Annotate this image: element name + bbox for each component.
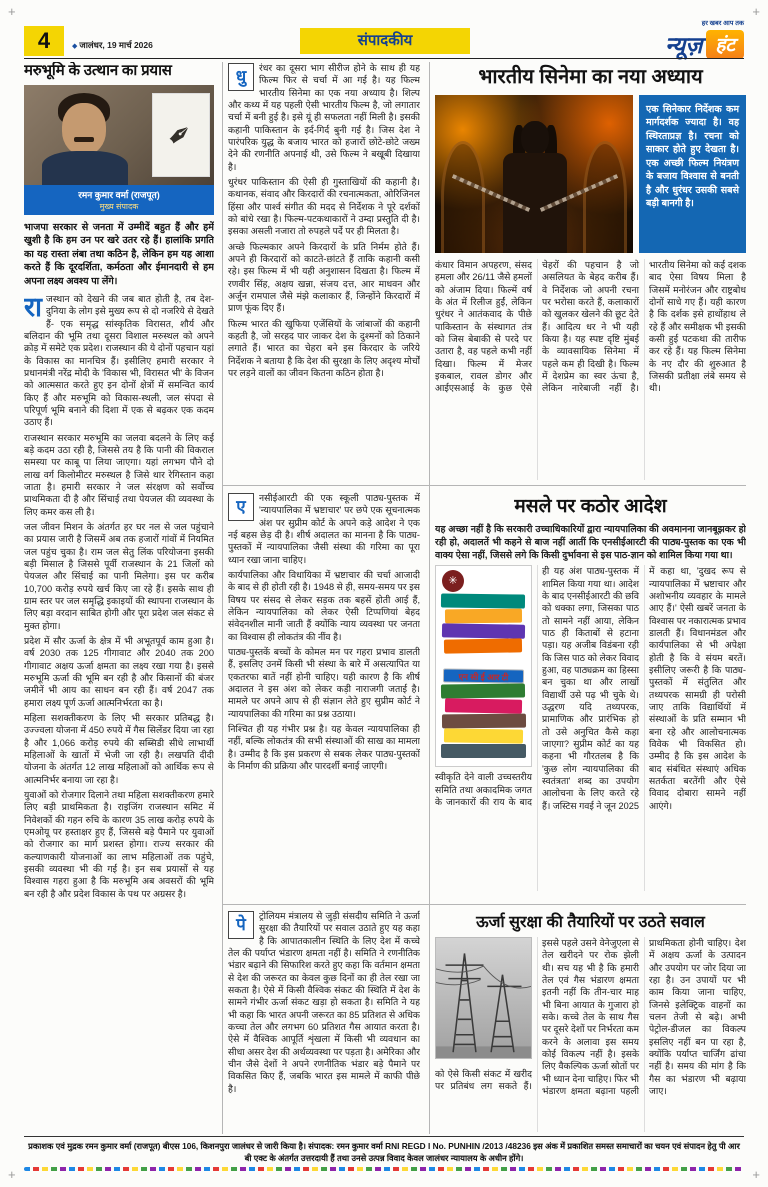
body-paragraph: कार्यपालिका और विधायिका में भ्रष्टाचार की चर्चा आजादी के बाद से ही होती रही है। 1948 से ही, समय-समय पर इस विषय पर संसद से लेकर सड़क तक बहसें होती आई हैं, लेकिन न्यायपालिका को लेकर ऐसी टिप्पणियां बेहद संवेदनशील मानी जाती हैं क्योंकि न्याय व्यवस्था पर जनता का विश्वास ही लोकतंत्र की नींव है। <box>228 569 420 642</box>
article-body-columns <box>435 937 746 1132</box>
book-spine <box>445 699 523 714</box>
pull-quote-box: एक सिनेकार निर्देशक कम मार्गदर्शक ज्यादा है। वह स्थिरताप्रज्ञ है। रचना को साकार होते हुए देखता है। एक अच्छी फिल्म नियंत्रण के बजाय विश्वास से बनती है और धुरंधर उसकी सबसे बड़ी बानगी है। <box>639 95 746 253</box>
crop-mark-icon: + <box>752 4 760 19</box>
caption-role: मुख्य संपादक <box>99 202 139 211</box>
masthead-logo <box>665 18 744 60</box>
arch-shape <box>583 141 627 253</box>
body-paragraph: धुरंधर पाकिस्तान की ऐसी ही गुस्ताखियों की कहानी है। कथानक, संवाद और किरदारों की रचनात्मकता, ओरिजिनल हिंसा और पार्श्व संगीत की मदद से निर्देशक ने पूरे दर्शकों को बांधे रखा है। फिल्म-पटकथाकारों ने उम्दा प्रस्तुति दी है। इसका असली नजारा तो रुपहले पर्दे पर ही मिलता है। <box>228 176 420 237</box>
color-dots-divider <box>24 1167 744 1171</box>
body-paragraph <box>228 492 420 566</box>
arch-shape <box>441 141 485 253</box>
body-paragraph: राजस्थान सरकार मरुभूमि का जलवा बदलने के लिए कई बड़े कदम उठा रही है, जिससे तय है कि पानी की विकराल समस्या पर काबू पा लिया जाएगा। यहां लगभग पौने दो लाख वर्ग किलोमीटर मरुस्थल है जिसे थार रेगिस्तान कहा जाता है। हमारी सरकार ने जल संरक्षण को सर्वोच्च प्राथमिकता दी है और सिंचाई तथा पेयजल की व्यवस्था के लिए कमर कस ली है। <box>24 432 214 517</box>
power-pylons-photo <box>435 937 532 1059</box>
books-label-hindi: एन सी ई आर टी <box>458 672 509 683</box>
crop-mark-icon: + <box>8 4 16 19</box>
article-body-columns <box>435 565 746 891</box>
intro-deck: यह अच्छा नहीं है कि सरकारी उच्चाधिकारियों द्वारा न्यायपालिका की अवमानना जानबूझकर हो रही हो, अदालतें भी कहने से बाज नहीं आतीं कि एनसीईआरटी की पाठ्य-पुस्तक का एक भी वाक्य ऐसा नहीं, जिससे लगे कि किसी दुर्भावना से इस पाठ-ज्ञान को शामिल किया गया था। <box>435 523 746 561</box>
caption-name: रमन कुमार वर्मा (राजपूत) <box>78 190 160 200</box>
article-headline: मसले पर कठोर आदेश <box>514 496 667 517</box>
book-spine <box>444 639 523 654</box>
editor-photo <box>24 85 214 185</box>
body-paragraph: पाठ्य-पुस्तकें बच्चों के कोमल मन पर गहरा प्रभाव डालती हैं, इसलिए उनमें किसी भी संस्था के बारे में असत्यापित या एकतरफा बातें नहीं होनी चाहिए। यही कारण है कि शीर्ष अदालत ने इस अंश को लेकर कड़ी नाराजगी जताई है। मामले पर अपने आप से ही संज्ञान लेते हुए सुप्रीम कोर्ट ने न्यायपालिका की गरिमा का प्रश्न उठाया। <box>228 646 420 719</box>
photo-mustache <box>74 137 94 142</box>
diamond-icon: ◆ <box>72 43 78 50</box>
body-paragraph: युवाओं को रोजगार दिलाने तथा महिला सशक्तीकरण हमारे लिए बड़ी प्राथमिकता है। राइजिंग राजस्थान समिट में निवेशकों की गहन रुचि के कारण 35 लाख करोड़ रुपये के एमओयू पर हस्ताक्षर हुए हैं, जिससे बड़े पैमाने पर युवाओं को रोजगार का मार्ग प्रशस्त होगा। राज्य सरकार की कल्याणकारी योजनाओं का लाभ महिलाओं तक पहुंचे, इसकी व्यवस्था भी की गई है। इन सब प्रयासों से यह विश्वास गहरा हुआ है कि मरुभूमि अब अवसरों की भूमि बन रही है और प्रदेश विकास के पथ पर अग्रसर है। <box>24 789 214 899</box>
paragraph-text: जस्थान को देखने की जब बात होती है, तब देश-दुनिया के लोग इसे मुख्य रूप से दो नजरिये से देखते हैं- एक समृद्ध सांस्कृतिक विरासत, शौर्य और बलिदान की भूमि तथा दूसरा विशाल मरुस्थल को अपने क्रोड़ में समेटे एक प्रदेश। राजस्थान की ये दोनों पहचान यहां के विकास का मानचित्र हैं। इसीलिए हमारी सरकार ने प्रधानमंत्री नरेंद्र मोदी के 'विकास भी, विरासत भी' के विजन को आत्मसात करते हुए इन दोनों क्षेत्रों में समन्वित कार्य किए हैं और मरुभूमि को विकास-स्थली, जल संपदा से परिपूर्ण भूमि बनाने की दिशा में एक से बढ़कर एक कदम उठाए हैं। <box>24 294 214 428</box>
article-headline: भारतीय सिनेमा का नया अध्याय <box>478 66 703 88</box>
ncert-column-article <box>228 492 420 900</box>
film-still-photo <box>435 95 633 253</box>
body-paragraph: जल जीवन मिशन के अंतर्गत हर घर नल से जल पहुंचाने का प्रयास जारी है जिसमें अब तक हजारों गांवों में नियमित जल पहुंच चुका है। राम जल सेतु लिंक परियोजना इसकी बड़ी मिसाल है जिससे पूर्वी राजस्थान के 21 जिलों को पेयजल और सिंचाई का पानी मिलेगा। इस पर करीब 10,700 करोड़ रुपये खर्च किए जा रहे हैं। इसके साथ ही ग्राम स्तर पर जल समृद्धि इकाइयों की स्थापना राजस्थान के लिए बड़ा वरदान साबित होगी और पूरा प्रदेश जल संकट से मुक्त होगा। <box>24 522 214 631</box>
drop-cap: पे <box>228 911 254 939</box>
editor-article <box>24 62 214 1134</box>
section-badge: संपादकीय <box>300 28 470 54</box>
book-spine <box>445 609 522 624</box>
photo-face <box>62 103 106 155</box>
section-divider <box>222 485 746 486</box>
paragraph-text: रंधर का दूसरा भाग सीरीज होने के साथ ही यह फिल्म फिर से चर्चा में आ गई है। यह फिल्म भारतीय सिनेमा का एक नया अध्याय है। शिल्प और कथ्य में यह पहली ऐसी भारतीय फिल्म है, जो लगातार चर्चा में बनी हुई है। इसे यूं ही सफलता नहीं मिली है। इसकी कहानी पाकिस्तान के इर्द-गिर्द बुनी गई है। जिस देश ने पारंपरिक युद्ध के बजाय भारत को हजारों छोटे-छोटे जख्म देने की रणनीति अपनाई थी, उसे फिल्म ने बखूबी दिखाया है। <box>228 63 420 172</box>
crop-mark-icon: + <box>8 1167 16 1182</box>
body-paragraph: महिला सशक्तीकरण के लिए भी सरकार प्रतिबद्ध है। उज्ज्वला योजना में 450 रुपये में गैस सिलेंडर दिया जा रहा है और 1,066 करोड़ रुपये की सब्सिडी सीधे लाभार्थी महिलाओं के खातों में भेजी जा रही है। लखपति दीदी योजना के अंतर्गत 12 लाख महिलाओं को आर्थिक रूप से आत्मनिर्भर बनाया जा रहा है। <box>24 712 214 785</box>
column-divider <box>429 62 430 1134</box>
photo-jacket <box>42 151 128 185</box>
article-headline: ऊर्जा सुरक्षा की तैयारियों पर उठते सवाल <box>476 914 705 931</box>
cinema-column-article <box>228 62 420 480</box>
book-spine <box>440 654 527 668</box>
ncert-logo-icon: ✳ <box>442 570 464 592</box>
body-paragraph: फिल्म भारत की खुफिया एजेंसियों के जांबाजों की कहानी कहती है, जो सरहद पार जाकर देश के दुश्मनों को ठिकाने लगाते हैं। भारत का चेहरा बने इस किरदार के जरिये निर्देशक ने बताया है कि देश की सुरक्षा के लिए अदृश्य मोर्चों पर लड़ने वालों का जीवन कितना कठिन होता है। <box>228 318 420 378</box>
drop-cap: रा <box>24 292 43 323</box>
book-spine <box>441 684 526 699</box>
book-spine <box>441 744 526 758</box>
logo-text-hunt: हंट <box>706 30 744 59</box>
book-spine <box>440 759 527 773</box>
drop-cap: धु <box>228 63 254 91</box>
footer-publisher-line: प्रकाशक एवं मुद्रक रमन कुमार वर्मा (राजपूत) बीएस 106, किशनपुरा जालंधर से जारी किया है। संपादक: रमन कुमार वर्मा RNI REGD I No. PUNHIN /2013 /48236 इस अंक में प्रकाशित समस्त समाचारों का चयन एवं संपादन हेतु पी आर बी एक्ट के अंतर्गत उत्तरदायी हैं तथा उनसे उत्पन्न विवाद केवल जालंधर न्यायालय के अधीन होंगे। <box>28 1141 740 1163</box>
photo-caption <box>24 185 214 215</box>
cinema-article <box>435 62 746 480</box>
logo-tagline: हर खबर आप तक <box>701 20 744 27</box>
body-paragraph: स्वीकृति देने वाली उच्चस्तरीय समिति तथा अकादमिक जगत के जानकारों की राय के बाद ही यह अंश पाठ्य-पुस्तक में शामिल किया गया था। आदेश के बाद एनसीईआरटी की छवि को धक्का लगा, जिसका पाठ तो सामने नहीं आया, लेकिन पाठ ही किताबों से हटाना पड़ा। यह अजीब विडंबना रही कि जिस पाठ को लेकर विवाद हुआ, वह पाठ्यक्रम का हिस्सा बन चुका था और लाखों विद्यार्थी उसे पढ़ भी चुके थे। उद्धरण यदि तथ्यपरक, प्रामाणिक और प्रारंभिक हो तो उसे अनुचित कैसे कहा जाएगा? सुप्रीम कोर्ट का यह कहना भी गौरतलब है कि 'कुछ लोग न्यायपालिका की स्वतंत्रता' शब्द का उपयोग आलोचना के लिए करते रहे हैं। जस्टिस गवई ने जून 2025 में कहा था, 'दुखद रूप से न्यायपालिका में भ्रष्टाचार और अशोभनीय व्यवहार के मामले आए हैं।' ऐसी खबरें जनता के विश्वास पर नकारात्मक प्रभाव डालती हैं। विधानमंडल और कार्यपालिका से भी अपेक्षा होती है कि वे संयम बरतें। इसीलिए जरूरी है कि पाठ्य-पुस्तकों में संतुलित और तथ्यपरक सामग्री ही परोसी जाए ताकि विद्यार्थियों में संस्थाओं के प्रति सम्मान भी बना रहे और आलोचनात्मक विवेक भी विकसित हो। उम्मीद है कि इस आदेश के बाद संबंधित संस्थाएं अधिक सतर्कता बरतेंगी और ऐसे विवाद दोबारा सामने नहीं आएंगे। <box>435 566 746 811</box>
energy-column-article <box>228 910 420 1132</box>
logo-text-news: न्यूज़ <box>665 32 703 58</box>
date-line <box>72 40 153 51</box>
body-paragraph <box>228 62 420 173</box>
section-divider <box>222 904 746 905</box>
drop-cap: ए <box>228 493 254 521</box>
energy-article <box>435 910 746 1132</box>
pen-panel <box>152 93 210 177</box>
masthead-rule <box>24 58 744 59</box>
paragraph-text: ट्रोलियम मंत्रालय से जुड़ी संसदीय समिति ने ऊर्जा सुरक्षा की तैयारियों पर सवाल उठाते हुए यह कहा है कि आपातकालीन स्थिति के लिए देश में कच्चे तेल की पर्याप्त भंडारण क्षमता नहीं है। समिति ने रणनीतिक भंडार बढ़ाने की सिफारिश करते हुए कहा कि वर्तमान क्षमता से देश की जरूरत का केवल कुछ दिनों का ही तेल रखा जा सकता है। ऐसे में किसी वैश्विक संकट की स्थिति में देश के सामने गंभीर ऊर्जा संकट खड़ा हो सकता है। समिति ने यह भी कहा कि भारत अपनी जरूरत का 85 प्रतिशत से अधिक कच्चा तेल और लगभग 60 प्रतिशत गैस आयात करता है। ऐसे में वैश्विक आपूर्ति शृंखला में किसी भी व्यवधान का सीधा असर देश की अर्थव्यवस्था पर पड़ता है। अमेरिका और चीन जैसे देशों ने अपने रणनीतिक भंडार बड़े पैमाने पर विकसित किए हैं, जबकि भारत इस मामले में काफी पीछे है। <box>228 911 420 1094</box>
book-spine <box>442 714 526 729</box>
body-paragraph <box>228 910 420 1095</box>
pen-icon: ✒ <box>160 114 202 156</box>
books-caption <box>443 669 524 684</box>
books-photo <box>435 565 532 767</box>
crop-mark-icon: + <box>752 1167 760 1182</box>
page-number-badge: 4 <box>24 26 64 56</box>
footer-rule <box>24 1136 744 1137</box>
order-article <box>435 492 746 900</box>
book-spine <box>444 729 523 744</box>
paragraph-text: नसीईआरटी की एक स्कूली पाठ्य-पुस्तक में 'न्यायपालिका में भ्रष्टाचार' पर छपे एक सूचनात्मक अंश पर सुप्रीम कोर्ट के अपने कड़े आदेश ने एक नई बहस छेड़ दी है। शीर्ष अदालत का मानना है कि पाठ्य-पुस्तकों में न्यायपालिका जैसी संस्था की गरिमा का पूरा ध्यान रखा जाना चाहिए। <box>228 493 420 565</box>
column-divider <box>222 62 223 1134</box>
article-body-columns <box>435 259 746 480</box>
article-body <box>24 293 214 900</box>
date-text: जालंधर, 19 मार्च 2026 <box>79 40 153 50</box>
film-figure-head <box>521 121 549 155</box>
body-paragraph: कंधार विमान अपहरण, संसद हमला और 26/11 जैसे हमलों को अंजाम दिया। फिल्में वर्ष के अंत में रिलीज हुईं, लेकिन धुरंधर ने आतंकवाद के पीछे पाकिस्तान के संस्थागत तंत्र को जिस बेबाकी से परदे पर उतारा है, वह पहले कभी नहीं दिखा। फिल्म में मेजर इकबाल, रावल डोगर और आईएसआई के कुछ ऐसे चेहरों की पहचान है जो असलियत के बेहद करीब हैं। वे निर्देशक जो अपनी रचना पर भरोसा करते हैं, कलाकारों को खुलकर खेलने की छूट देते हैं। आदित्य धर ने भी यही किया है। यह स्पष्ट दृष्टि मुंबई के व्यावसायिक सिनेमा में पहले कम ही दिखी है। फिल्म में देशप्रेम का स्वर ऊंचा है, लेकिन नारेबाजी नहीं है। भारतीय सिनेमा को कई दशक बाद ऐसा विषय मिला है जिसमें मनोरंजन और राष्ट्रबोध दोनों साधे गए हैं। यही कारण है कि दर्शक इसे हाथोंहाथ ले रहे हैं और समीक्षक भी इसकी कसी हुई पटकथा की तारीफ कर रहे हैं। यह फिल्म सिनेमा के नए दौर की शुरुआत है जिसकी प्रतीक्षा लंबे समय से थी। <box>435 260 746 394</box>
book-spine <box>442 624 525 639</box>
body-paragraph: प्रदेश में सौर ऊर्जा के क्षेत्र में भी अभूतपूर्व काम हुआ है। वर्ष 2030 तक 125 गीगावाट और 2040 तक 200 गीगावाट अक्षय ऊर्जा क्षमता का लक्ष्य रखा गया है। इससे मरुभूमि ऊर्जा की भूमि बन रही है और किसानों की बंजर जमीनें भी आय का साधन बन रही हैं। वर्ष 2047 तक हमारा लक्ष्य पूर्ण ऊर्जा आत्मनिर्भरता का है। <box>24 635 214 708</box>
book-spine <box>441 594 526 609</box>
article-intro: भाजपा सरकार से जनता में उम्मीदें बहुत हैं और हमें खुशी है कि हम उन पर खरे उतर रहे हैं। हालांकि प्रगति का यह रास्ता लंबा तथा कठिन है, लेकिन हम यह आशा करते हैं कि दूरदर्शिता, कर्मठता और ईमानदारी से हम अपना लक्ष्य अवश्य पा लेंगे। <box>24 222 214 287</box>
article-headline: मरुभूमि के उत्थान का प्रयास <box>24 62 172 79</box>
body-paragraph <box>24 293 214 429</box>
body-paragraph: को ऐसे किसी संकट में खरीद पर प्रतिबंध लग सकते हैं। इससे पहले उसने वेनेजुएला से तेल खरीदने पर रोक झेली थी। सच यह भी है कि हमारी तेल एवं गैस भंडारण क्षमता इतनी नहीं कि तीन-चार माह भी बिना आयात के गुजारा हो सके। कच्चे तेल के साथ गैस पर दूसरे देशों पर निर्भरता कम करने के अलावा इस समय कोई विकल्प नहीं है। इसके लिए वैकल्पिक ऊर्जा स्रोतों पर भी ध्यान देना चाहिए। फिर भी भंडारण क्षमता बढ़ाना पहली प्राथमिकता होनी चाहिए। देश में अक्षय ऊर्जा के उत्पादन और उपयोग पर जोर दिया जा रहा है। उन उपायों पर भी काम किया जाना चाहिए, जिनसे इलेक्ट्रिक वाहनों का चलन तेजी से बढ़े। अभी पेट्रोल-डीजल का विकल्प इसलिए नहीं बन पा रहा है, क्योंकि पर्याप्त चार्जिंग ढांचा नहीं है। समय की मांग है कि गैस का भंडारण भी बढ़ाया जाए। <box>435 938 746 1096</box>
body-paragraph: अच्छे फिल्मकार अपने किरदारों के प्रति निर्मम होते हैं। अपने ही किरदारों को काटते-छांटते हैं ताकि कहानी कसी रहे। इस फिल्म में भी यही अनुशासन दिखता है। फिल्म में रणवीर सिंह, अक्षय खन्ना, संजय दत्त, आर माधवन और अर्जुन रामपाल जैसे मंझे कलाकार हैं, जिन्होंने किरदारों में प्राण फूंक दिए हैं। <box>228 241 420 314</box>
body-paragraph: निश्चित ही यह गंभीर प्रश्न है। यह केवल न्यायपालिका ही नहीं, बल्कि लोकतंत्र की सभी संस्थाओं की साख का मामला है। उम्मीद है कि इस प्रकरण से सबक लेकर पाठ्य-पुस्तकों के निर्माण की प्रक्रिया और पारदर्शी बनाई जाएगी। <box>228 723 420 771</box>
